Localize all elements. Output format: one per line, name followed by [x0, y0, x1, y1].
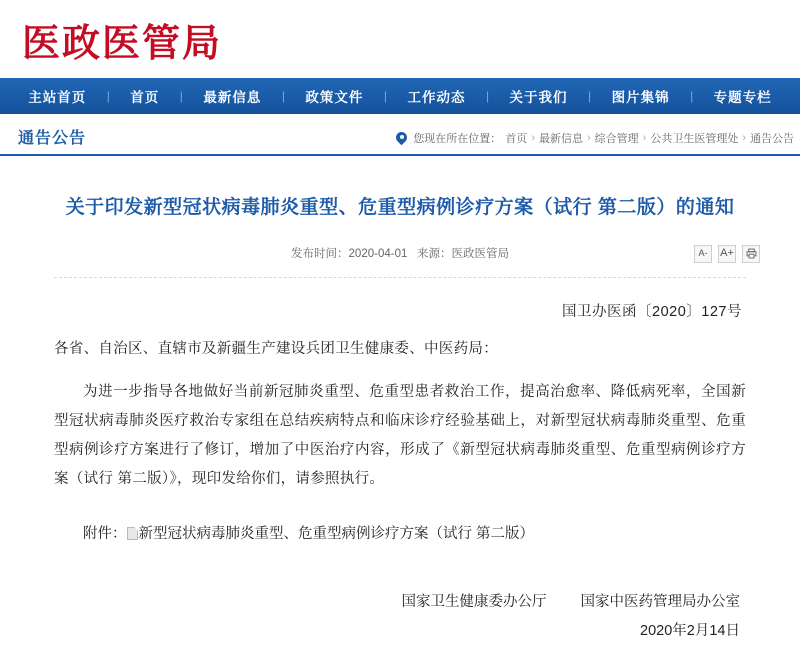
publish-time-label: 发布时间：: [291, 247, 349, 260]
signature-tcm-administration: 国家中医药管理局办公室: [580, 593, 740, 610]
nav-item-special-columns[interactable]: 专题专栏: [713, 90, 772, 105]
source-label: 来源：: [416, 247, 452, 260]
article-paragraph: 为进一步指导各地做好当前新冠肺炎重型、危重型患者救治工作，提高治愈率、降低病死率，全国新型冠状病毒肺炎医疗救治专家组在总结疾病特点和临床诊疗经验基础上，对新型冠状病毒肺炎重型、危重型病例诊疗方案进行了修订，增加了中医治疗内容，形成了《新型冠状病毒肺炎重型、危重型病例诊疗方案（试行 第二版）》，现印发给你们，请参照执行。: [54, 383, 746, 487]
article-tools: [694, 245, 760, 263]
signature-block: [54, 589, 746, 646]
nav-separator: |: [690, 89, 694, 103]
meta-divider: [54, 277, 746, 278]
nav-item-latest-info[interactable]: 最新信息: [203, 90, 262, 105]
attachment-label: 附件：: [83, 525, 127, 542]
article-meta: [54, 245, 746, 261]
breadcrumb-separator: ›: [531, 132, 535, 144]
site-logo: 医政医管局: [22, 20, 223, 65]
document-file-icon: [127, 527, 138, 540]
nav-item-photo-gallery[interactable]: 图片集锦: [611, 90, 670, 105]
nav-item-about-us[interactable]: 关于我们: [509, 90, 568, 105]
document-number: 国卫办医函〔2020〕127号: [562, 303, 742, 320]
nav-item-work-updates[interactable]: 工作动态: [407, 90, 466, 105]
signature-date: 2020年2月14日: [640, 623, 740, 640]
breadcrumb-item-current: 通告公告: [750, 133, 794, 145]
nav-item-policy-documents[interactable]: 政策文件: [305, 90, 364, 105]
article-title: 关于印发新型冠状病毒肺炎重型、危重型病例诊疗方案（试行 第二版）的通知: [65, 197, 735, 218]
nav-separator: |: [281, 89, 285, 103]
publish-date: 2020-04-01: [348, 247, 408, 260]
sub-header: [0, 114, 800, 156]
breadcrumb-item-public-health-division[interactable]: 公共卫生医管理处: [650, 133, 739, 145]
nav-separator: |: [588, 89, 592, 103]
decrease-font-button[interactable]: A-: [694, 245, 712, 263]
location-pin-icon: [396, 132, 407, 145]
breadcrumb-item-home[interactable]: 首页: [505, 133, 528, 145]
main-navigation: [0, 78, 800, 114]
nav-separator: |: [383, 89, 388, 103]
breadcrumb-separator: ›: [586, 132, 591, 144]
nav-list: [0, 86, 800, 106]
article-salutation: 各省、自治区、直辖市及新疆生产建设兵团卫生健康委、中医药局：: [54, 340, 498, 357]
signature-health-commission: 国家卫生健康委办公厅: [401, 593, 547, 610]
page-title: 通告公告: [18, 130, 87, 147]
breadcrumb: [396, 130, 794, 154]
nav-separator: |: [106, 89, 110, 103]
nav-separator: |: [485, 89, 490, 103]
increase-font-button[interactable]: A+: [718, 245, 736, 263]
nav-separator: |: [179, 89, 183, 103]
breadcrumb-prefix: 您现在所在位置：: [413, 133, 502, 145]
signature-authorities: [54, 589, 740, 617]
breadcrumb-separator: ›: [742, 132, 746, 144]
article-container: [0, 194, 800, 646]
printer-icon[interactable]: [742, 245, 760, 263]
article-meta-row: [54, 245, 746, 271]
nav-item-home[interactable]: 首页: [130, 90, 160, 105]
source-value: 医政医管局: [451, 247, 509, 260]
breadcrumb-item-latest-info[interactable]: 最新信息: [538, 133, 583, 145]
breadcrumb-item-general-management[interactable]: 综合管理: [594, 133, 639, 145]
attachment-row: [54, 520, 746, 549]
nav-item-main-home[interactable]: 主站首页: [28, 90, 87, 105]
attachment-link[interactable]: 新型冠状病毒肺炎重型、危重型病例诊疗方案（试行 第二版）: [138, 525, 535, 542]
site-header: [0, 0, 800, 78]
breadcrumb-separator: ›: [642, 132, 647, 144]
